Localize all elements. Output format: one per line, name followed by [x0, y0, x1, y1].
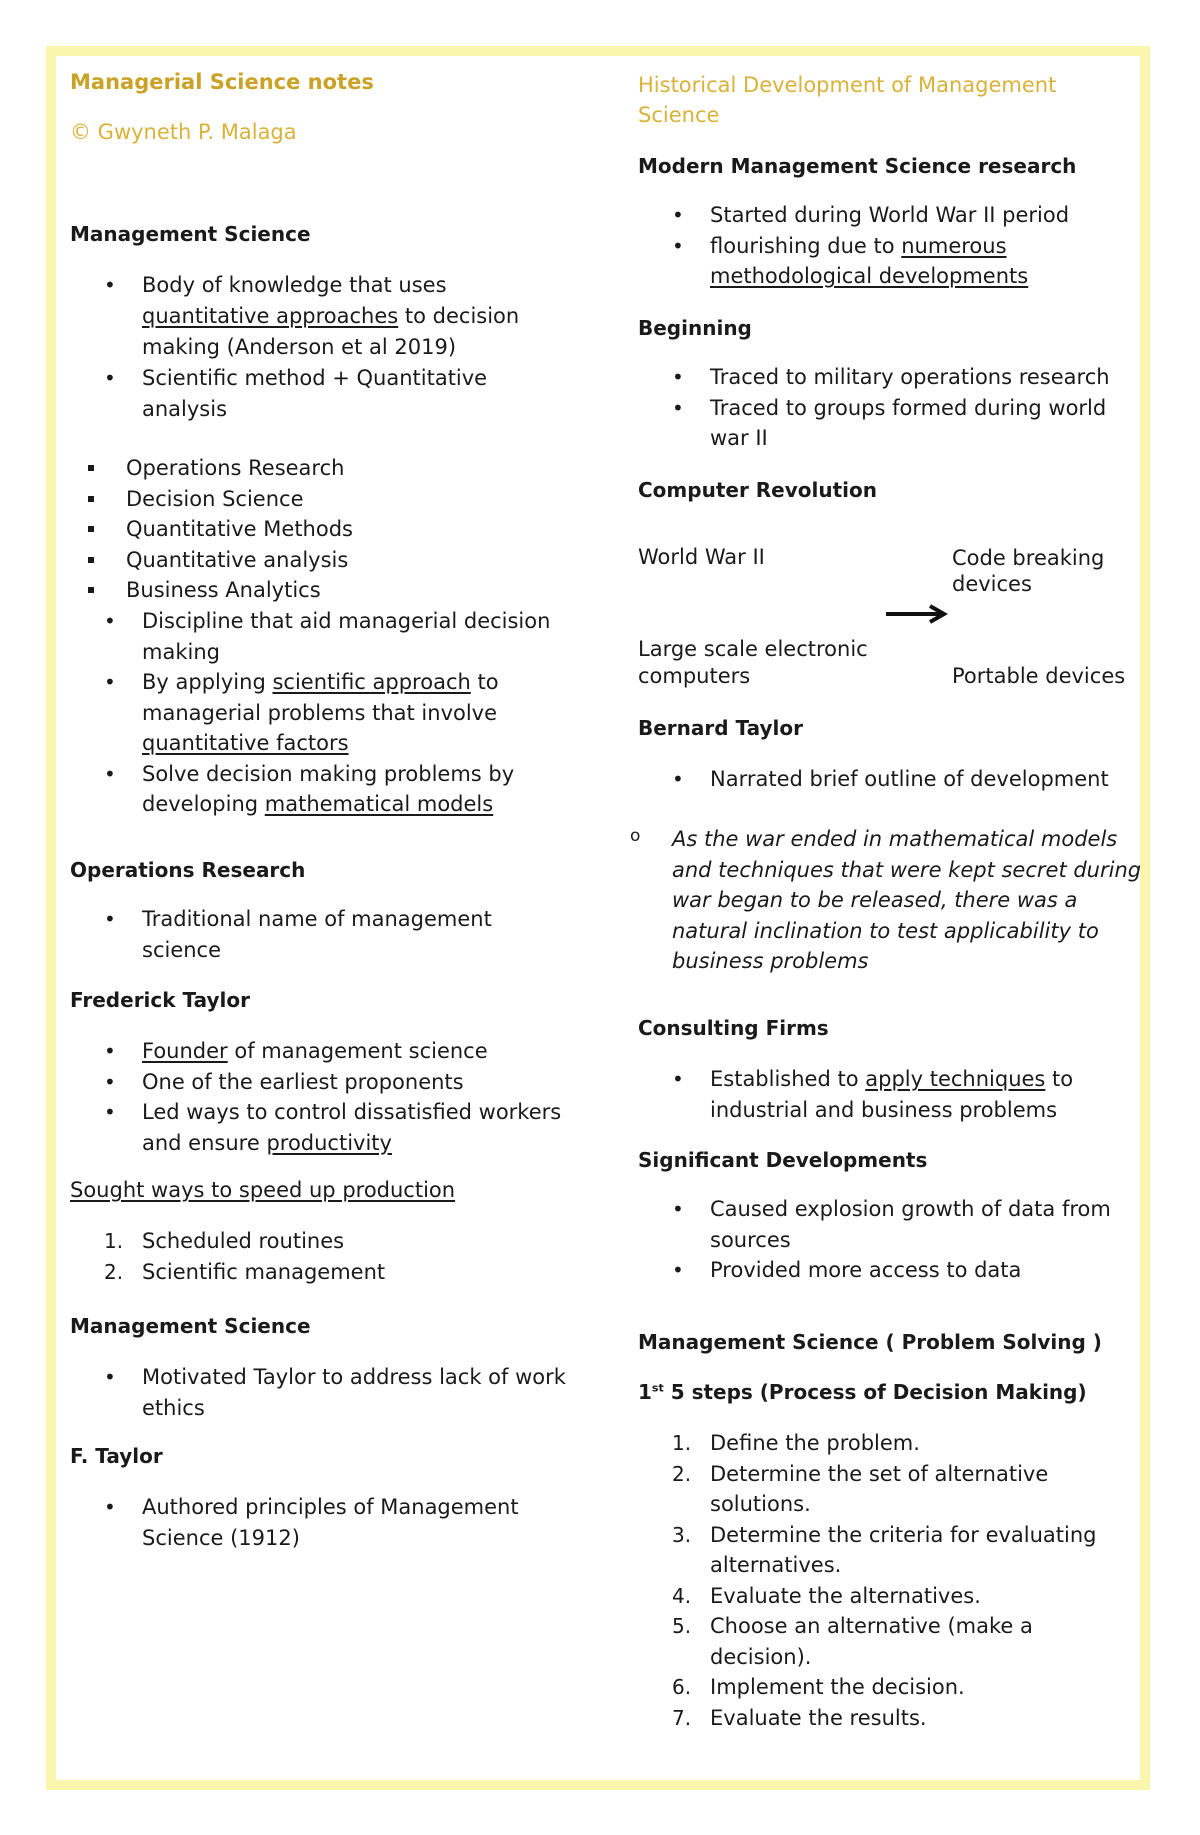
list-item: • Narrated brief outline of development — [672, 767, 1109, 791]
list-item: Quantitative Methods — [70, 514, 590, 545]
ft-bullets — [70, 1036, 570, 1158]
label-large-scale: Large scale electronic computers — [638, 637, 868, 688]
modern-bullets — [638, 200, 1118, 292]
discipline-bullets — [70, 606, 570, 820]
arrow-right-icon — [884, 604, 954, 624]
label-code-breaking: Code breaking devices — [952, 546, 1105, 596]
list-item: Business Analytics — [70, 575, 590, 606]
list-item: • Established to apply techniques to industrial and business problems — [672, 1067, 1074, 1122]
list-item: • Solve decision making problems by developing mathematical models — [104, 761, 515, 816]
list-item: • flourishing due to numerous methodological developments — [672, 233, 1029, 288]
doc-author: © Gwyneth P. Malaga — [70, 120, 297, 144]
heading-management-science: Management Science — [70, 222, 311, 246]
ftay-bullets — [70, 1492, 570, 1554]
heading-modern-ms-research: Modern Management Science research — [638, 154, 1077, 178]
heading-management-science-2: Management Science — [70, 1314, 311, 1338]
list-item: • Founder of management science — [104, 1039, 488, 1063]
heading-consulting-firms: Consulting Firms — [638, 1016, 829, 1040]
bernard-bullets — [638, 764, 1118, 795]
quote-paragraph: As the war ended in mathematical models and techniques that were kept secret during war began to be released, there was a natural inclination to test applicability to business problems — [672, 827, 1142, 973]
list-item: • Caused explosion growth of data from sources — [672, 1197, 1111, 1252]
list-item: Decision Science — [70, 484, 590, 515]
list-item: 1. Define the problem. — [672, 1431, 920, 1455]
list-item: 1. Scheduled routines — [104, 1229, 345, 1253]
heading-five-steps: 1st 5 steps (Process of Decision Making) — [638, 1380, 1087, 1404]
list-item: • Traditional name of management science — [104, 907, 492, 962]
ms2-bullets — [70, 1362, 570, 1423]
list-item: • One of the earliest proponents — [104, 1069, 464, 1094]
list-item: Quantitative analysis — [70, 545, 590, 576]
list-item: 7. Evaluate the results. — [672, 1705, 927, 1730]
list-item: 6. Implement the decision. — [672, 1675, 965, 1699]
steps-list — [638, 1428, 1108, 1733]
consult-bullets — [638, 1064, 1118, 1125]
label-portable-devices: Portable devices — [952, 664, 1126, 688]
section-title-line1: Historical Development of Management — [638, 73, 1057, 97]
list-item: • Started during World War II period — [672, 203, 1070, 227]
heading-bernard-taylor: Bernard Taylor — [638, 716, 803, 740]
heading-frederick-taylor: Frederick Taylor — [70, 988, 250, 1012]
list-item: • Body of knowledge that uses quantitative approaches to decision making (Anderson et al 2019) — [104, 273, 520, 359]
heading-significant-developments: Significant Developments — [638, 1148, 928, 1172]
list-item: Operations Research — [70, 453, 590, 484]
doc-title: Managerial Science notes — [70, 70, 374, 94]
ms-bullets — [70, 270, 570, 425]
heading-problem-solving: Management Science ( Problem Solving ) — [638, 1330, 1102, 1354]
label-world-war-ii: World War II — [638, 545, 765, 569]
heading-f-taylor: F. Taylor — [70, 1444, 163, 1468]
list-item: • Traced to military operations research — [672, 365, 1110, 389]
heading-computer-revolution: Computer Revolution — [638, 478, 877, 502]
list-item: 5. Choose an alternative (make a decision). — [672, 1614, 1033, 1669]
list-item: 3. Determine the criteria for evaluating alternatives. — [672, 1522, 1097, 1577]
list-item: • Motivated Taylor to address lack of work ethics — [104, 1365, 566, 1420]
or-bullets — [70, 904, 530, 966]
sought-numbered — [70, 1226, 570, 1288]
circle-bullet: o — [630, 826, 641, 846]
section-title-line2: Science — [638, 103, 720, 127]
sought-ways: Sought ways to speed up production — [70, 1178, 456, 1202]
list-item: • By applying scientific approach to managerial problems that involve quantitative factors — [104, 670, 499, 755]
heading-beginning: Beginning — [638, 316, 752, 340]
heading-operations-research: Operations Research — [70, 858, 306, 882]
list-item: • Scientific method + Quantitative analysis — [104, 366, 488, 421]
list-item: • Discipline that aid managerial decision making — [104, 609, 551, 664]
list-item: 2. Scientific management — [104, 1260, 386, 1284]
list-item: • Provided more access to data — [672, 1258, 1022, 1282]
list-item: • Led ways to control dissatisfied workers and ensure productivity — [104, 1100, 562, 1155]
list-item: • Traced to groups formed during world war II — [672, 395, 1107, 450]
square-list — [70, 453, 590, 606]
list-item: 4. Evaluate the alternatives. — [672, 1583, 981, 1608]
list-item: 2. Determine the set of alternative solutions. — [672, 1461, 1049, 1516]
list-item: • Authored principles of Management Science (1912) — [104, 1495, 519, 1550]
sig-bullets — [638, 1194, 1118, 1286]
beginning-bullets — [638, 362, 1118, 454]
